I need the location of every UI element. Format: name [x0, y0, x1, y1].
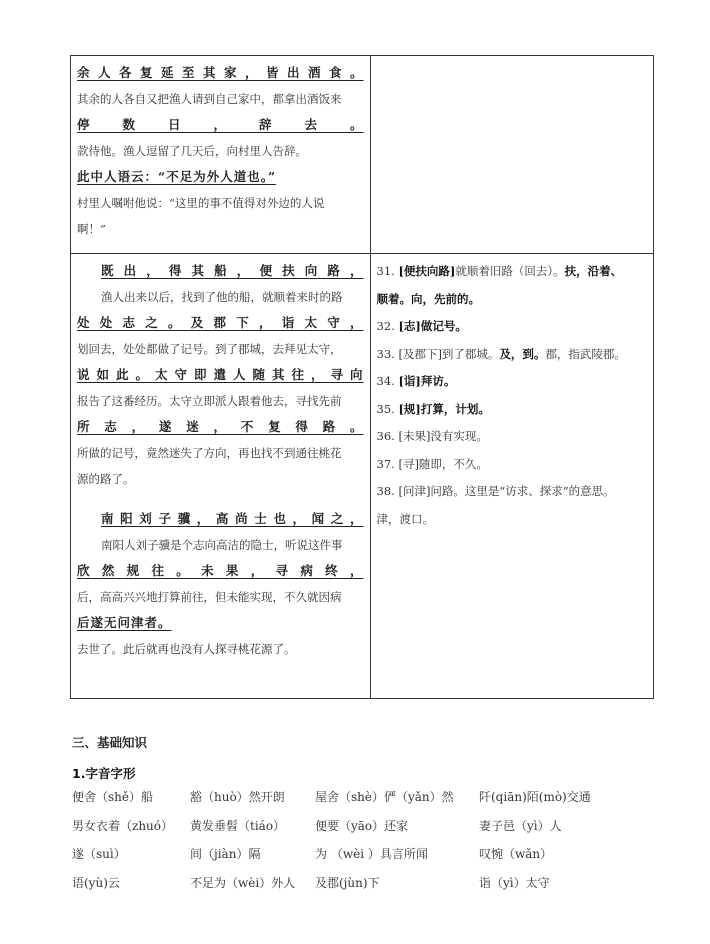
translation-table — [70, 55, 654, 699]
translation-line: 村里人嘱咐他说：“这里的事不值得对外边的人说 — [77, 196, 325, 210]
annotation-38-cont — [377, 506, 648, 534]
original-text-line: 此中人语云：“不足为外人道也。” — [77, 169, 277, 184]
translation-line: 所做的记号，竟然迷失了方向，再也找不到通往桃花 — [77, 446, 342, 460]
translation-line: 啊！” — [77, 222, 106, 236]
translation-line: 去世了。此后就再也没有人探寻桃花源了。 — [77, 642, 296, 656]
note-number: 36. — [376, 429, 395, 443]
original-text-line: 说如此。太守即遣人随其往，寻向 — [77, 367, 364, 382]
vocab-item: 叹惋（wǎn） — [479, 847, 553, 861]
vocab-item: 便舍（shě）船 — [72, 790, 153, 804]
annotation-37 — [377, 451, 648, 479]
table-row — [71, 254, 654, 699]
original-text-line: 既出，得其船，便扶向路， — [101, 263, 364, 278]
note-term: [规] — [398, 401, 421, 416]
row1-right-cell — [370, 56, 654, 254]
vocab-item: 男女衣着（zhuó） — [72, 818, 174, 833]
row2-notes-cell — [370, 254, 654, 699]
annotation-32 — [377, 313, 648, 341]
paragraph-spacer — [77, 492, 364, 506]
note-text: 津，渡口。 — [376, 511, 434, 526]
annotation-34 — [377, 368, 648, 396]
vocab-item: 诣（yì）太守 — [479, 875, 550, 890]
subsection-title: 1.字音字形 — [72, 766, 136, 781]
vocab-item: 及郡(jùn)下 — [315, 875, 380, 890]
original-text-line: 欣然规往。未果，寻病终， — [77, 563, 364, 578]
note-number: 31. — [376, 264, 395, 278]
vocab-item: 黄发垂髫（tiáo） — [190, 818, 286, 833]
note-bold-text: 及，到。 — [499, 346, 546, 361]
translation-line: 渔人出来以后，找到了他的船，就顺着来时的路 — [101, 290, 343, 304]
note-bold-text: 打算，计划。 — [420, 401, 490, 416]
note-text: [问津]问路。这里是“访求、探求”的意思。 — [398, 484, 615, 498]
note-text: [及郡下]到了郡城。 — [398, 346, 500, 361]
vocab-item: 为 （wèi ）具言所闻 — [315, 847, 428, 861]
original-text-line: 后遂无问津者。 — [77, 615, 172, 630]
note-bold-text: 拜访。 — [420, 374, 456, 388]
translation-line: 划回去，处处都做了记号。到了郡城，去拜见太守， — [77, 342, 342, 356]
vocabulary-grid — [72, 786, 672, 900]
vocab-item: 间（jiàn）隔 — [190, 847, 261, 861]
annotation-36 — [377, 423, 648, 451]
row2-left-cell — [71, 254, 371, 699]
note-text: [寻]随即，不久。 — [398, 456, 488, 471]
annotation-33 — [377, 341, 648, 369]
vocab-item: 遂（suì） — [72, 847, 126, 861]
vocab-row — [72, 872, 672, 901]
note-number: 32. — [376, 319, 395, 333]
table-row — [71, 56, 654, 254]
vocab-item: 豁（huò）然开朗 — [190, 790, 285, 804]
note-text: [未果]没有实现。 — [398, 429, 488, 443]
vocab-item: 妻子邑（yì）人 — [479, 818, 562, 833]
original-text-line: 南阳刘子骥，高尚士也，闻之， — [101, 511, 364, 526]
note-number: 33. — [376, 346, 395, 361]
vocab-item: 阡(qiān)陌(mò)交通 — [479, 790, 591, 804]
note-term: [诣] — [398, 374, 421, 388]
vocab-row — [72, 815, 672, 844]
note-number: 38. — [376, 484, 395, 498]
annotation-35 — [377, 396, 648, 424]
note-bold-text: 顺着。向，先前的。 — [376, 291, 480, 306]
original-text-line: 停数日，辞去。 — [77, 117, 364, 132]
translation-line: 报告了这番经历。太守立即派人跟着他去，寻找先前 — [77, 394, 342, 408]
vocab-item: 不足为（wèi）外人 — [190, 875, 296, 890]
translation-line: 南阳人刘子骥是个志向高洁的隐士，听说这件事 — [101, 538, 343, 552]
original-text-line: 所志，遂迷，不复得路。 — [77, 419, 364, 434]
translation-line: 其余的人各自又把渔人请到自己家中，都拿出酒饭来 — [77, 92, 342, 106]
translation-line: 款待他。渔人逗留了几天后，向村里人告辞。 — [77, 144, 307, 158]
original-text-line: 余人各复延至其家，皆出酒食。 — [77, 65, 364, 80]
translation-line: 源的路了。 — [77, 472, 135, 486]
vocab-row — [72, 843, 672, 872]
note-bold-text: 扶，沿着、 — [564, 264, 623, 278]
note-text: 郡，指武陵郡。 — [545, 346, 626, 361]
vocab-item: 屋舍（shè）俨（yǎn）然 — [315, 790, 454, 804]
annotation-38 — [377, 478, 648, 506]
vocab-item: 便要（yāo）还家 — [315, 818, 409, 833]
original-text-line: 处处志之。及郡下，诣太守， — [77, 315, 364, 330]
note-text: 就顺着旧路（回去）。 — [455, 264, 565, 278]
note-term: [便扶向路] — [398, 264, 456, 278]
note-number: 34. — [376, 374, 395, 388]
note-bold-text: 做记号。 — [420, 319, 467, 333]
vocab-item: 语(yù)云 — [72, 875, 120, 890]
section-title: 三、基础知识 — [72, 735, 148, 750]
note-number: 37. — [376, 456, 395, 471]
row1-left-cell — [71, 56, 371, 254]
vocab-row — [72, 786, 672, 815]
annotation-31-cont — [377, 286, 648, 314]
translation-line: 后，高高兴兴地打算前往，但未能实现，不久就因病 — [77, 590, 342, 604]
annotation-31 — [377, 258, 648, 286]
note-number: 35. — [376, 401, 395, 416]
note-term: [志] — [398, 319, 421, 333]
